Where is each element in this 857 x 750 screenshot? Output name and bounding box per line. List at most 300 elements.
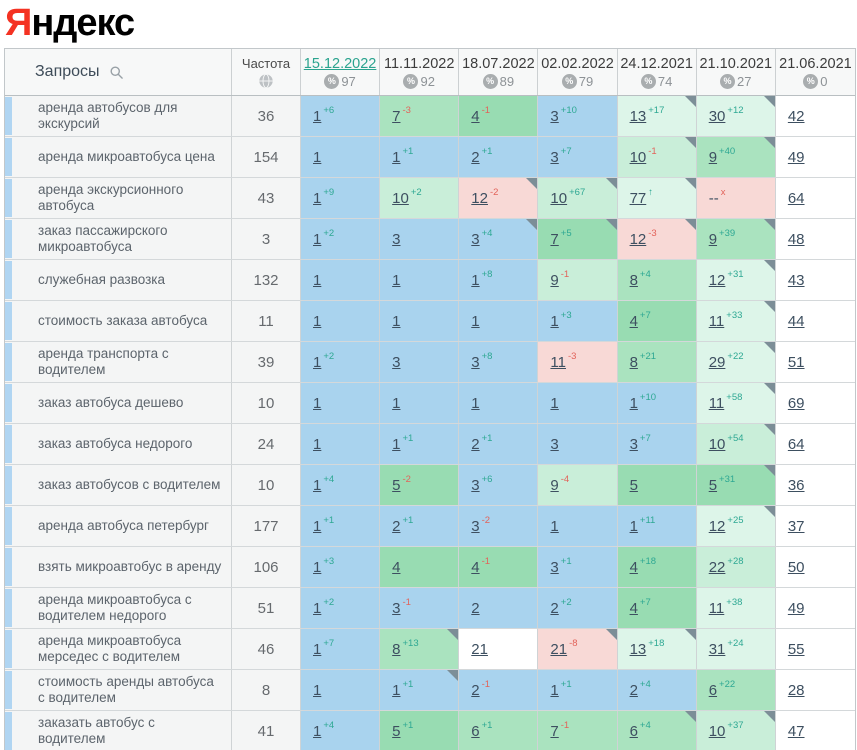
position-cell bbox=[380, 547, 459, 587]
position-cell bbox=[380, 342, 459, 382]
position-cell bbox=[459, 629, 538, 669]
position-value[interactable]: 1 bbox=[313, 148, 322, 166]
position-value[interactable]: 1 bbox=[471, 271, 480, 289]
position-value[interactable]: 1 bbox=[313, 722, 322, 740]
position-value[interactable]: 4 bbox=[629, 312, 638, 330]
query-text: заказать автобус с водителем bbox=[38, 715, 155, 746]
position-value[interactable]: 36 bbox=[787, 476, 805, 494]
query-text: аренда микроавтобуса мерседес с водителем bbox=[38, 633, 182, 664]
position-value[interactable]: 1 bbox=[392, 148, 401, 166]
table-row bbox=[5, 383, 855, 424]
position-value[interactable]: 21 bbox=[550, 640, 568, 658]
position-value[interactable]: 1 bbox=[392, 312, 401, 330]
position-change: +7 bbox=[560, 145, 572, 157]
position-value[interactable]: 31 bbox=[708, 640, 726, 658]
position-value[interactable]: 2 bbox=[471, 435, 480, 453]
note-corner-marker[interactable] bbox=[764, 711, 775, 722]
query-cell[interactable] bbox=[5, 588, 232, 628]
position-change: +2 bbox=[560, 596, 572, 608]
position-value[interactable]: 12 bbox=[471, 189, 488, 207]
table-row bbox=[5, 711, 855, 750]
position-cell bbox=[301, 301, 380, 341]
position-cell bbox=[538, 465, 617, 505]
note-corner-marker[interactable] bbox=[447, 670, 458, 681]
query-cell[interactable] bbox=[5, 465, 232, 505]
position-value[interactable]: 28 bbox=[787, 681, 805, 699]
position-value[interactable]: 22 bbox=[708, 558, 726, 576]
date-header-cell bbox=[697, 49, 776, 95]
query-text: аренда автобуса петербург bbox=[38, 518, 209, 533]
position-change: +67 bbox=[569, 186, 586, 198]
position-cell bbox=[618, 137, 697, 177]
position-value[interactable]: 2 bbox=[471, 681, 480, 699]
position-cell bbox=[538, 301, 617, 341]
position-cell bbox=[538, 178, 617, 218]
position-value[interactable]: 1 bbox=[392, 394, 401, 412]
position-change: +2 bbox=[323, 350, 335, 362]
query-cell[interactable] bbox=[5, 301, 232, 341]
note-corner-marker[interactable] bbox=[764, 465, 775, 476]
position-value[interactable]: 50 bbox=[787, 558, 805, 576]
position-value[interactable]: 12 bbox=[629, 230, 647, 248]
position-value[interactable]: 7 bbox=[550, 230, 559, 248]
percent-circle-icon: % bbox=[403, 74, 418, 89]
position-change: +18 bbox=[639, 555, 657, 567]
position-cell bbox=[776, 219, 855, 259]
note-corner-marker[interactable] bbox=[685, 711, 696, 722]
position-value[interactable]: 1 bbox=[313, 107, 322, 125]
position-value[interactable]: 3 bbox=[471, 517, 480, 535]
logo-letter-ya: Я bbox=[5, 2, 32, 44]
query-text: аренда микроавтобуса цена bbox=[38, 149, 215, 164]
position-value[interactable]: 51 bbox=[787, 353, 805, 371]
yandex-logo bbox=[5, 0, 134, 46]
position-change: -1 bbox=[481, 555, 491, 567]
position-value[interactable]: 3 bbox=[550, 435, 559, 453]
position-change: +3 bbox=[560, 309, 572, 321]
note-corner-marker[interactable] bbox=[764, 383, 775, 394]
position-value[interactable]: 1 bbox=[392, 681, 401, 699]
position-value[interactable]: 9 bbox=[550, 271, 559, 289]
date-link[interactable]: 11.11.2022 bbox=[384, 55, 455, 72]
position-value[interactable]: 1 bbox=[629, 517, 638, 535]
frequency-value: 24 bbox=[257, 435, 275, 453]
position-value[interactable]: 3 bbox=[550, 107, 559, 125]
position-value[interactable]: 10 bbox=[550, 189, 568, 207]
position-change: +4 bbox=[323, 719, 335, 731]
position-value[interactable]: 1 bbox=[313, 517, 322, 535]
note-corner-marker[interactable] bbox=[764, 301, 775, 312]
note-corner-marker[interactable] bbox=[685, 178, 696, 189]
position-change: +4 bbox=[323, 473, 335, 485]
position-change: -3 bbox=[568, 350, 577, 362]
position-value[interactable]: 69 bbox=[787, 394, 805, 412]
position-value[interactable]: 9 bbox=[708, 230, 718, 248]
note-corner-marker[interactable] bbox=[526, 219, 537, 230]
percent-circle-icon: % bbox=[483, 74, 498, 89]
position-cell bbox=[380, 219, 459, 259]
note-corner-marker[interactable] bbox=[764, 506, 775, 517]
position-value: -- bbox=[708, 189, 719, 207]
position-value[interactable]: 77 bbox=[629, 189, 647, 207]
position-value[interactable]: 2 bbox=[392, 517, 401, 535]
position-change: +8 bbox=[481, 268, 493, 280]
position-change: -1 bbox=[648, 145, 657, 157]
position-change: +7 bbox=[639, 432, 651, 444]
position-cell bbox=[618, 670, 697, 710]
date-link[interactable]: 18.07.2022 bbox=[462, 55, 535, 72]
position-value[interactable]: 13 bbox=[629, 640, 647, 658]
query-cell[interactable] bbox=[5, 670, 232, 710]
position-value[interactable]: 3 bbox=[471, 476, 480, 494]
position-value[interactable]: 1 bbox=[392, 435, 401, 453]
position-cell bbox=[697, 629, 776, 669]
query-text: аренда экскурсионного автобуса bbox=[38, 182, 184, 213]
position-value[interactable]: 5 bbox=[392, 476, 401, 494]
position-value[interactable]: 5 bbox=[708, 476, 718, 494]
position-change: +1 bbox=[402, 719, 414, 731]
position-cell bbox=[776, 301, 855, 341]
position-value[interactable]: 55 bbox=[787, 640, 805, 658]
position-change: +31 bbox=[719, 473, 736, 485]
position-cell bbox=[697, 547, 776, 587]
position-cell bbox=[380, 506, 459, 546]
position-cell bbox=[618, 301, 697, 341]
position-change: +22 bbox=[719, 678, 736, 690]
position-value[interactable]: 44 bbox=[787, 312, 805, 330]
position-change: +1 bbox=[402, 678, 414, 690]
position-value[interactable]: 3 bbox=[471, 230, 480, 248]
position-cell bbox=[697, 219, 776, 259]
position-cell bbox=[301, 96, 380, 136]
position-cell bbox=[697, 424, 776, 464]
frequency-value: 51 bbox=[257, 599, 275, 617]
frequency-value: 11 bbox=[258, 312, 274, 330]
position-value[interactable]: 1 bbox=[550, 517, 559, 535]
position-value[interactable]: 1 bbox=[629, 394, 638, 412]
note-corner-marker[interactable] bbox=[764, 137, 775, 148]
frequency-value: 8 bbox=[261, 681, 271, 699]
position-change: +28 bbox=[727, 555, 744, 567]
position-value[interactable]: 49 bbox=[787, 148, 805, 166]
position-cell bbox=[301, 178, 380, 218]
position-value[interactable]: 5 bbox=[629, 476, 638, 494]
position-value[interactable]: 1 bbox=[313, 189, 322, 207]
table-row bbox=[5, 547, 855, 588]
position-value[interactable]: 43 bbox=[787, 271, 805, 289]
globe-icon[interactable] bbox=[258, 73, 274, 89]
position-cell bbox=[380, 711, 459, 750]
position-value[interactable]: 1 bbox=[471, 312, 480, 330]
position-value[interactable]: 10 bbox=[392, 189, 409, 207]
position-cell bbox=[697, 260, 776, 300]
date-link[interactable]: 21.06.2021 bbox=[779, 55, 852, 72]
position-value[interactable]: 1 bbox=[313, 312, 322, 330]
positions-table bbox=[4, 48, 856, 750]
note-corner-marker[interactable] bbox=[764, 219, 775, 230]
date-link[interactable]: 15.12.2022 bbox=[303, 55, 377, 72]
position-cell bbox=[301, 711, 380, 750]
position-cell bbox=[618, 178, 697, 218]
query-cell[interactable] bbox=[5, 383, 232, 423]
table-row bbox=[5, 465, 855, 506]
query-cell[interactable] bbox=[5, 506, 232, 546]
position-cell bbox=[459, 219, 538, 259]
position-value[interactable]: 6 bbox=[708, 681, 718, 699]
position-value[interactable]: 30 bbox=[708, 107, 726, 125]
position-change: +5 bbox=[560, 227, 572, 239]
position-value[interactable]: 64 bbox=[787, 189, 805, 207]
position-value[interactable]: 1 bbox=[313, 435, 322, 453]
position-value[interactable]: 37 bbox=[787, 517, 805, 535]
query-text: заказ автобусов с водителем bbox=[38, 477, 221, 492]
note-corner-marker[interactable] bbox=[764, 96, 775, 107]
note-corner-marker[interactable] bbox=[685, 629, 696, 640]
position-change: +37 bbox=[727, 719, 744, 731]
position-value[interactable]: 21 bbox=[471, 640, 488, 658]
position-value[interactable]: 3 bbox=[550, 558, 559, 576]
position-value[interactable]: 10 bbox=[708, 435, 726, 453]
position-change: +40 bbox=[719, 145, 736, 157]
position-change: +7 bbox=[639, 596, 651, 608]
position-value[interactable]: 1 bbox=[313, 640, 322, 658]
position-value[interactable]: 3 bbox=[629, 435, 638, 453]
frequency-cell bbox=[232, 506, 301, 546]
queries-header-label: Запросы bbox=[35, 63, 100, 80]
query-cell[interactable] bbox=[5, 219, 232, 259]
position-change: -1 bbox=[402, 596, 411, 608]
note-corner-marker[interactable] bbox=[764, 424, 775, 435]
position-value[interactable]: 49 bbox=[787, 599, 805, 617]
frequency-cell bbox=[232, 711, 301, 750]
query-cell[interactable] bbox=[5, 711, 232, 750]
query-cell[interactable] bbox=[5, 137, 232, 177]
note-corner-marker[interactable] bbox=[764, 342, 775, 353]
table-header-row bbox=[5, 49, 855, 96]
position-value[interactable]: 4 bbox=[471, 558, 480, 576]
percent-value: 89 bbox=[499, 73, 515, 89]
position-change: +38 bbox=[726, 596, 743, 608]
position-value[interactable]: 8 bbox=[629, 353, 638, 371]
position-cell bbox=[697, 465, 776, 505]
position-change: +1 bbox=[402, 432, 414, 444]
position-value[interactable]: 13 bbox=[629, 107, 647, 125]
query-text: аренда автобусов для экскурсий bbox=[38, 100, 178, 131]
position-value[interactable]: 1 bbox=[550, 681, 559, 699]
position-value[interactable]: 10 bbox=[629, 148, 647, 166]
position-value[interactable]: 9 bbox=[708, 148, 718, 166]
position-cell bbox=[459, 547, 538, 587]
position-change: +6 bbox=[323, 104, 335, 116]
note-corner-marker[interactable] bbox=[526, 178, 537, 189]
date-header-cell bbox=[538, 49, 617, 95]
note-corner-marker[interactable] bbox=[764, 260, 775, 271]
note-corner-marker[interactable] bbox=[606, 219, 617, 230]
note-corner-marker[interactable] bbox=[685, 137, 696, 148]
position-change: +10 bbox=[639, 391, 657, 403]
position-value[interactable]: 6 bbox=[629, 722, 638, 740]
position-value[interactable]: 11 bbox=[708, 394, 725, 412]
position-cell bbox=[618, 588, 697, 628]
query-cell[interactable] bbox=[5, 424, 232, 464]
position-value[interactable]: 1 bbox=[550, 394, 559, 412]
position-change: +22 bbox=[727, 350, 744, 362]
position-value[interactable]: 9 bbox=[550, 476, 559, 494]
position-change: +31 bbox=[727, 268, 744, 280]
query-cell[interactable] bbox=[5, 178, 232, 218]
position-value[interactable]: 29 bbox=[708, 353, 726, 371]
date-header-cell bbox=[618, 49, 697, 95]
query-cell[interactable] bbox=[5, 547, 232, 587]
position-value[interactable]: 1 bbox=[313, 394, 322, 412]
query-cell[interactable] bbox=[5, 260, 232, 300]
note-corner-marker[interactable] bbox=[685, 96, 696, 107]
position-value[interactable]: 48 bbox=[787, 230, 805, 248]
position-change: +33 bbox=[726, 309, 743, 321]
position-value[interactable]: 11 bbox=[550, 353, 566, 371]
position-value[interactable]: 2 bbox=[471, 148, 480, 166]
position-cell bbox=[301, 588, 380, 628]
note-corner-marker[interactable] bbox=[606, 629, 617, 640]
position-change: +2 bbox=[323, 227, 335, 239]
indexation-percent bbox=[483, 74, 514, 89]
position-value[interactable]: 12 bbox=[708, 271, 726, 289]
position-change: +25 bbox=[727, 514, 744, 526]
position-value[interactable]: 2 bbox=[629, 681, 638, 699]
position-value[interactable]: 5 bbox=[392, 722, 401, 740]
query-cell[interactable] bbox=[5, 629, 232, 669]
position-value[interactable]: 1 bbox=[313, 230, 322, 248]
position-value[interactable]: 1 bbox=[313, 681, 322, 699]
frequency-cell bbox=[232, 96, 301, 136]
position-change: -4 bbox=[560, 473, 570, 485]
position-cell bbox=[301, 342, 380, 382]
frequency-value: 154 bbox=[253, 148, 279, 166]
percent-value: 27 bbox=[737, 73, 752, 89]
position-cell bbox=[776, 342, 855, 382]
table-row bbox=[5, 342, 855, 383]
position-cell bbox=[776, 506, 855, 546]
position-value[interactable]: 3 bbox=[392, 353, 401, 371]
date-link[interactable]: 02.02.2022 bbox=[541, 55, 614, 72]
position-value[interactable]: 1 bbox=[313, 353, 322, 371]
position-value[interactable]: 6 bbox=[471, 722, 480, 740]
position-change: +6 bbox=[481, 473, 493, 485]
position-value[interactable]: 7 bbox=[392, 107, 401, 125]
position-value[interactable]: 4 bbox=[392, 558, 401, 576]
position-value[interactable]: 11 bbox=[708, 599, 725, 617]
position-change: -2 bbox=[489, 186, 499, 198]
table-row bbox=[5, 424, 855, 465]
table-body bbox=[5, 96, 855, 750]
position-value[interactable]: 8 bbox=[629, 271, 638, 289]
query-text: служебная развозка bbox=[38, 272, 166, 287]
position-value[interactable]: 3 bbox=[550, 148, 559, 166]
table-row bbox=[5, 219, 855, 260]
position-value[interactable]: 4 bbox=[471, 107, 480, 125]
position-value[interactable]: 4 bbox=[629, 599, 638, 617]
table-row bbox=[5, 96, 855, 137]
position-change: -2 bbox=[402, 473, 411, 485]
position-value[interactable]: 1 bbox=[313, 599, 322, 617]
position-value[interactable]: 3 bbox=[471, 353, 480, 371]
position-value[interactable]: 1 bbox=[392, 271, 401, 289]
percent-circle-icon: % bbox=[803, 74, 818, 89]
position-value[interactable]: 7 bbox=[550, 722, 559, 740]
position-cell bbox=[776, 260, 855, 300]
query-cell[interactable] bbox=[5, 342, 232, 382]
position-value[interactable]: 10 bbox=[708, 722, 726, 740]
indexation-percent bbox=[803, 74, 827, 89]
frequency-value: 39 bbox=[257, 353, 275, 371]
position-cell bbox=[776, 383, 855, 423]
query-cell[interactable] bbox=[5, 96, 232, 136]
position-value[interactable]: 1 bbox=[471, 394, 480, 412]
position-value[interactable]: 4 bbox=[629, 558, 638, 576]
position-cell bbox=[459, 424, 538, 464]
position-cell bbox=[301, 219, 380, 259]
position-value[interactable]: 1 bbox=[313, 271, 322, 289]
frequency-value: 46 bbox=[257, 640, 275, 658]
position-value[interactable]: 64 bbox=[787, 435, 805, 453]
position-cell bbox=[776, 711, 855, 750]
date-header-cell bbox=[776, 49, 855, 95]
position-value[interactable]: 2 bbox=[550, 599, 559, 617]
position-change: -1 bbox=[560, 268, 570, 280]
position-value[interactable]: 1 bbox=[550, 312, 559, 330]
note-corner-marker[interactable] bbox=[447, 629, 458, 640]
position-cell bbox=[301, 424, 380, 464]
position-cell bbox=[538, 547, 617, 587]
percent-value: 92 bbox=[420, 73, 435, 89]
logo-rest: ндекс bbox=[31, 2, 135, 44]
note-corner-marker[interactable] bbox=[685, 219, 696, 230]
note-corner-marker[interactable] bbox=[606, 178, 617, 189]
date-link[interactable]: 24.12.2021 bbox=[620, 55, 693, 72]
position-value[interactable]: 8 bbox=[392, 640, 401, 658]
position-cell bbox=[459, 96, 538, 136]
indexation-percent bbox=[720, 74, 751, 89]
position-change: -1 bbox=[481, 678, 491, 690]
position-cell bbox=[776, 137, 855, 177]
position-cell bbox=[459, 178, 538, 218]
position-change: +24 bbox=[727, 637, 744, 649]
position-value[interactable]: 3 bbox=[392, 230, 401, 248]
position-cell bbox=[776, 547, 855, 587]
date-link[interactable]: 21.10.2021 bbox=[699, 55, 773, 72]
position-value[interactable]: 42 bbox=[787, 107, 805, 125]
position-cell bbox=[776, 96, 855, 136]
table-row bbox=[5, 506, 855, 547]
position-cell bbox=[538, 219, 617, 259]
position-change: +39 bbox=[719, 227, 736, 239]
position-cell bbox=[380, 96, 459, 136]
position-cell bbox=[697, 383, 776, 423]
frequency-cell bbox=[232, 178, 301, 218]
position-cell bbox=[776, 588, 855, 628]
position-value[interactable]: 47 bbox=[787, 722, 805, 740]
position-value[interactable]: 2 bbox=[471, 599, 480, 617]
position-value[interactable]: 3 bbox=[392, 599, 401, 617]
position-value[interactable]: 1 bbox=[313, 558, 322, 576]
query-text: заказ автобуса дешево bbox=[38, 395, 184, 410]
search-icon[interactable] bbox=[109, 65, 124, 80]
position-value[interactable]: 11 bbox=[708, 312, 725, 330]
position-cell bbox=[459, 383, 538, 423]
position-value[interactable]: 1 bbox=[313, 476, 322, 494]
position-change: +58 bbox=[726, 391, 743, 403]
position-value[interactable]: 12 bbox=[708, 517, 726, 535]
